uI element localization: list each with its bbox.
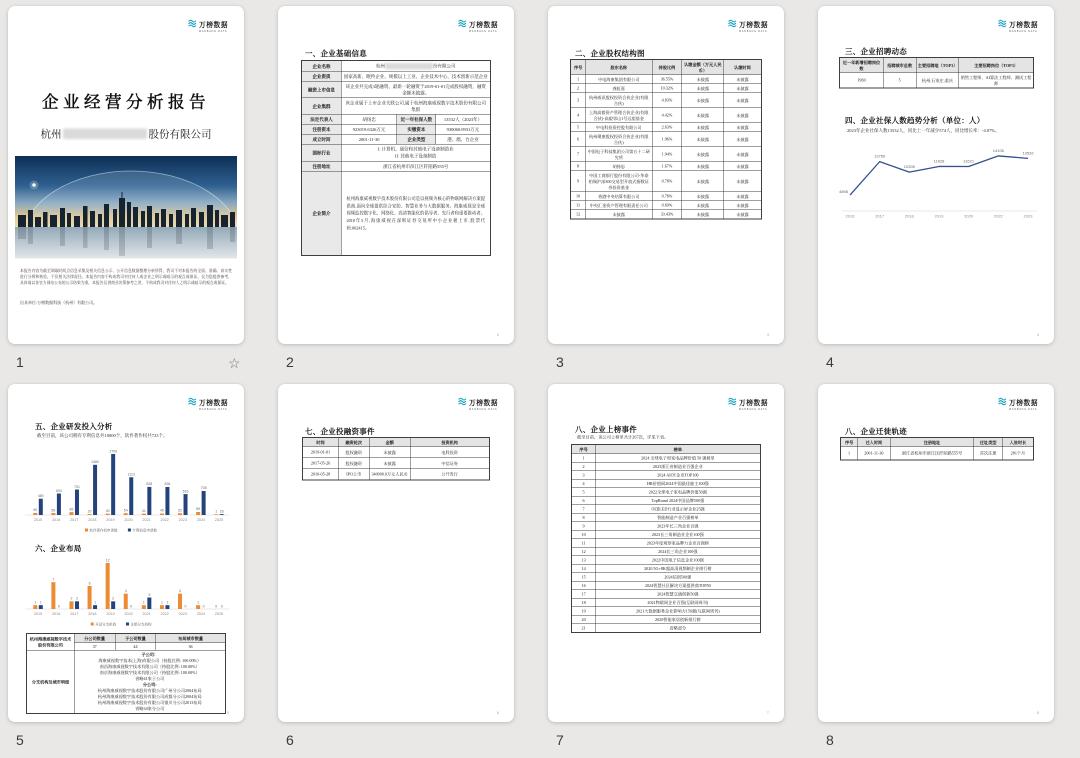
svg-text:2024: 2024 bbox=[196, 518, 206, 522]
svg-text:2019: 2019 bbox=[934, 213, 944, 219]
svg-text:2021: 2021 bbox=[142, 518, 151, 522]
svg-text:2023: 2023 bbox=[178, 518, 187, 522]
rd-intro: 截至目前，该公司拥有专利信息共10000个，软件著作权共723个。 bbox=[37, 433, 168, 438]
svg-text:0: 0 bbox=[215, 604, 218, 609]
section-heading: 二、企业股权结构图 bbox=[575, 50, 645, 58]
migration-row: 1 2001-11-30 浙江省杭州市滨江区阡陌路555号 首次注册 281个月 bbox=[841, 447, 1034, 460]
ranking-row: 13 2022中国电子信息企业100强 bbox=[572, 556, 761, 565]
ranking-row: 5 2022全球电子家电品牌价值50强 bbox=[572, 488, 761, 497]
svg-text:828: 828 bbox=[146, 482, 153, 487]
page-number-label-4: 4 bbox=[826, 354, 834, 370]
svg-text:2019: 2019 bbox=[106, 518, 115, 522]
shareholder-row: 7 中国电子科技集团公司第五十二研究所 1.94% 未披露 未披露 bbox=[571, 147, 762, 162]
svg-text:58: 58 bbox=[51, 508, 56, 513]
ranking-row: 21 省略部分 bbox=[572, 624, 761, 633]
brand-logo: 万榜数据 WANBANG DATA bbox=[728, 397, 768, 411]
svg-text:0: 0 bbox=[202, 604, 205, 609]
svg-text:2018: 2018 bbox=[88, 612, 97, 616]
ranking-row: 14 2020 5G+8K超高清视频制企业排行榜 bbox=[572, 564, 761, 573]
layout-bar-chart bbox=[20, 553, 232, 632]
page-thumbnail-1[interactable] bbox=[8, 6, 244, 344]
section-heading: 七、企业投融资事件 bbox=[305, 428, 375, 436]
svg-text:1: 1 bbox=[160, 600, 163, 605]
svg-text:708: 708 bbox=[200, 486, 207, 491]
cover-issuer: 出具单位:万榜数据科技（杭州）有限公司。 bbox=[20, 300, 98, 305]
shareholder-row: 1 中电海康集团有限公司 36.55% 未披露 未披露 bbox=[571, 75, 762, 84]
brand-waves-icon bbox=[998, 19, 1007, 28]
branch-detail-line: 子公司： bbox=[141, 652, 159, 657]
svg-text:2: 2 bbox=[70, 596, 73, 601]
svg-text:826: 826 bbox=[164, 482, 171, 487]
ranking-row: 16 2024智慧社区解决方案提供商TOP50 bbox=[572, 581, 761, 590]
svg-text:480: 480 bbox=[37, 493, 44, 498]
migration-table: 序号 迁入时间 注册地址 迁址类型 入驻时长 1 2001-11-30 浙江省杭州市滨江区阡陌路555号 首次注册 281个月 bbox=[840, 437, 1034, 460]
svg-text:2017: 2017 bbox=[70, 612, 79, 616]
branch-detail-line: 分公司: bbox=[142, 682, 157, 687]
section-heading: 一、企业基础信息 bbox=[305, 50, 368, 58]
svg-text:10305: 10305 bbox=[903, 164, 915, 170]
page-footer-number: 5 bbox=[226, 710, 229, 715]
svg-text:0: 0 bbox=[220, 604, 223, 609]
svg-text:1799: 1799 bbox=[109, 449, 118, 454]
brand-waves-icon bbox=[458, 397, 467, 406]
brand-logo: 万榜数据 WANBANG DATA bbox=[998, 19, 1038, 33]
brand-logo: 万榜数据 WANBANG DATA bbox=[458, 19, 498, 33]
svg-text:634: 634 bbox=[55, 488, 62, 493]
branch-table: 杭州海康威视数字技术股份有限公司 分公司数量 子公司数量 布局城市数量 37 44 36 分支机构及城市明细 子公司： 海康威视数字技术(上海)有限公司（持股比例: 100.00%） 南昌海康威视数字技术有限公司（持股比例: 100.00%） 南京海康威视数字技术有限公司（持股比例: 100.00%） 省略41家子公司 分公司: 杭州海康威视数字技术股份有限公司广州分公司2004布局 杭州海康威视数字技术股份有限公司成都分公司2004布局 杭州海康威视数字技术股份有限公司银川分公司2013布局 省略34家分公司 bbox=[26, 633, 226, 714]
svg-text:2020: 2020 bbox=[124, 612, 133, 616]
svg-text:60: 60 bbox=[33, 508, 38, 513]
svg-text:2015: 2015 bbox=[33, 612, 43, 616]
svg-text:2016: 2016 bbox=[51, 612, 61, 616]
shareholder-row: 3 杭州威讯股权投资合伙企业(有限合伙) 4.83% 未披露 未披露 bbox=[571, 93, 762, 108]
ranking-row: 19 2021大数据服务企业影响力150强(互联网周刊) bbox=[572, 607, 761, 616]
svg-text:2023: 2023 bbox=[1023, 213, 1033, 219]
svg-text:41: 41 bbox=[141, 508, 146, 513]
svg-text:3: 3 bbox=[148, 592, 151, 597]
svg-text:1: 1 bbox=[166, 600, 169, 605]
basic-info-table: 企业名称 杭州 份有限公司 企业资质 国家高新、瞪羚企业、规模以上工业、企业技术中心、技术创新示范企业 融资上市信息 该企业共完成3轮融资、最新一轮融资于2019-01-01完成股权融资，融资金额未披露。 企业集群 该企业属于上市企业关联公司,属于杭州海康威视数字技术股份有限公司集群 法定代表人 胡扬忠 近一年社保人数 13532人（2023年） 注册资本 923019.6326万元 实缴资本 930060.0931万元 成立时间 2001-11-30 企业类型 港、澳、台企业 国标行业 I: 计算机、通信和其他电子设备制造业 II: 其他电子设备制造 注册地址 浙江省杭州市滨江区阡陌路555号 企业简介 杭州海康威视数字技术股份有限公司是以视频为核心的物联网解决方案提供商,面向全球提供综合安防、智慧业务与大数据服务。海康威视是全球视频监控数字化、网络化、高清智能化的倡导者、先行者和重要推动者。2010年5月,海康威视在深圳证券交易所中小企业板上市,股票代码:002415。 bbox=[301, 60, 491, 256]
svg-text:2025: 2025 bbox=[214, 518, 224, 522]
svg-text:0: 0 bbox=[57, 604, 60, 609]
page-footer-number: 4 bbox=[1036, 332, 1039, 337]
svg-text:13532: 13532 bbox=[1022, 150, 1034, 156]
svg-text:1: 1 bbox=[142, 600, 145, 605]
shareholder-row: 4 上海高毅资产管理合伙企业(有限合伙)-高毅邻山1号远望基金 4.42% 未披露 未披露 bbox=[571, 108, 762, 123]
brand-logo bbox=[188, 19, 228, 33]
company-redaction bbox=[385, 63, 433, 70]
svg-text:注销分支机构: 注销分支机构 bbox=[130, 622, 152, 627]
report-company-line bbox=[8, 126, 244, 141]
page-footer-number: 7 bbox=[766, 710, 769, 715]
svg-text:2022: 2022 bbox=[160, 612, 169, 616]
page-number-label-6: 6 bbox=[286, 732, 294, 748]
svg-text:2024: 2024 bbox=[196, 612, 206, 616]
branch-detail-line: 杭州海康威视数字技术股份有限公司成都分公司2004布局 bbox=[97, 694, 202, 699]
ranking-row: 6 TopBrand 2024中国品牌500强 bbox=[572, 496, 761, 505]
report-title: 企业经营分析报告 bbox=[42, 93, 210, 112]
page-thumbnail-4[interactable] bbox=[818, 6, 1054, 344]
section-heading: 四、企业社保人数趋势分析（单位：人） bbox=[845, 117, 985, 125]
svg-text:1: 1 bbox=[215, 509, 218, 514]
brand-logo: 万榜数据 WANBANG DATA bbox=[458, 397, 498, 411]
ranking-row: 11 2023年度观察家品牌力企业百强榜 bbox=[572, 539, 761, 548]
svg-text:2022: 2022 bbox=[993, 213, 1003, 219]
ranking-row: 7 中国LED行业显示屏企业25强 bbox=[572, 505, 761, 514]
svg-text:751: 751 bbox=[74, 484, 80, 489]
svg-text:2018: 2018 bbox=[88, 518, 97, 522]
shareholder-row: 5 中电科投资控股有限公司 2.63% 未披露 未披露 bbox=[571, 123, 762, 132]
branch-detail-line: 省略41家子公司 bbox=[135, 676, 165, 681]
svg-text:开设分支机构: 开设分支机构 bbox=[95, 622, 117, 627]
brand-subname: WANBANG DATA bbox=[199, 30, 228, 33]
svg-text:2015: 2015 bbox=[33, 518, 43, 522]
svg-text:2025: 2025 bbox=[214, 612, 224, 616]
svg-text:2017: 2017 bbox=[875, 213, 885, 219]
ranking-row: 10 2023长三角制造业企业100强 bbox=[572, 530, 761, 539]
svg-text:专利信息申请数: 专利信息申请数 bbox=[132, 528, 157, 533]
svg-text:2016: 2016 bbox=[845, 213, 855, 219]
svg-text:12: 12 bbox=[105, 558, 110, 563]
shareholder-table: 序号 股东名称 持股比例 认缴金额（万元人民币） 认缴时间 1 中电海康集团有限公司 36.55% 未披露 未披露 2 龚虹嘉 10.32% 未披露 未披露 3 杭州威讯股权投资合伙企业(有限合伙) 4.83% 未披露 未披露 4 上海高毅资产管理合伙企业(有限合伙)-高毅邻山1号远望基金 4.42% 未披露 未披露 5 中电科投资控股有限公司 2.63% 未披露 未披露 6 杭州璞康股权投资合伙企业(有限合伙) 1.96% 未披露 未披露 7 中国电子科技集团公司第五十二研究所 1.94% 未披露 未披露 8 胡扬忠 1.67% 未披露 未披露 9 中国工商银行股份有限公司-华泰柏瑞沪深300交易型开放式指数证券投资基金 0.78% 未披露 未披露 10 香港中央结算有限公司 0.78% 未披露 未披露 11 中央汇金资产管理有限责任公司 0.69% 未披露 未披露 12 未披露 33.43% 未披露 未披露 bbox=[570, 59, 762, 220]
page-thumbnail-7[interactable] bbox=[548, 384, 784, 722]
svg-text:1113: 1113 bbox=[127, 472, 135, 477]
ranking-row: 12 2024长三角企业100强 bbox=[572, 547, 761, 556]
ranking-row: 8 智能制造产业百强榜单 bbox=[572, 513, 761, 522]
svg-text:2: 2 bbox=[112, 596, 115, 601]
shareholder-row: 11 中央汇金资产管理有限责任公司 0.69% 未披露 未披露 bbox=[571, 201, 762, 210]
brand-waves-icon bbox=[728, 397, 737, 406]
ranking-intro: 截至目前，该公司上榜单共计267次，详见下表。 bbox=[577, 434, 669, 440]
industry-cell: I: 计算机、通信和其他电子设备制造业 II: 其他电子设备制造 bbox=[341, 144, 490, 161]
branch-detail-line: 南昌海康威视数字技术有限公司（持股比例: 100.00%） bbox=[99, 664, 200, 669]
svg-text:14106: 14106 bbox=[992, 147, 1004, 153]
svg-text:4: 4 bbox=[124, 588, 127, 593]
brand-logo: 万榜数据 WANBANG DATA bbox=[188, 397, 228, 411]
branch-detail-line: 杭州海康威视数字技术股份有限公司银川分公司2013布局 bbox=[97, 700, 202, 705]
ranking-row: 1 2024 全球电子和家电品牌价值 50 强榜单 bbox=[572, 454, 761, 463]
svg-text:26: 26 bbox=[219, 509, 224, 514]
svg-text:40: 40 bbox=[105, 508, 110, 513]
page-footer-number: 6 bbox=[496, 710, 499, 715]
page-thumbnail-6[interactable] bbox=[278, 384, 514, 722]
svg-text:1: 1 bbox=[197, 600, 200, 605]
brand-waves-icon bbox=[998, 397, 1007, 406]
section-heading: 八、企业上榜事件 bbox=[575, 426, 638, 434]
cover-disclaimer: 本报告内容为截至调取时间点信息采集及相关信息公示、公开信息数据整理分析所得，我司不对本报告的全面、准确、真实性进行分辨和核验，不负相关法律责任。本报告内容不构成我司对任何人或企业之明示或暗示的观点或保证，仅为您提供参考，具体请以各官方网站公布的公示结果为准。本报告仅供商业决策参考之用，不构成我司对任何人之明示或暗示的观点或保证。 bbox=[20, 268, 232, 285]
svg-text:2023: 2023 bbox=[178, 612, 187, 616]
page-footer-number: 8 bbox=[1036, 710, 1039, 715]
svg-text:2019: 2019 bbox=[106, 612, 115, 616]
shareholder-row: 2 龚虹嘉 10.32% 未披露 未披露 bbox=[571, 84, 762, 93]
section-heading: 八、企业迁徙轨迹 bbox=[845, 428, 908, 436]
branch-detail-line: 南京海康威视数字技术有限公司（持股比例: 100.00%） bbox=[99, 670, 200, 675]
social-trend-line-chart bbox=[832, 135, 1040, 224]
shareholder-row: 9 中国工商银行股份有限公司-华泰柏瑞沪深300交易型开放式指数证券投资基金 0.78% 未披露 未披露 bbox=[571, 171, 762, 192]
svg-text:89: 89 bbox=[196, 507, 201, 512]
svg-text:0: 0 bbox=[184, 604, 187, 609]
svg-text:54: 54 bbox=[123, 508, 128, 513]
svg-text:11628: 11628 bbox=[933, 158, 945, 164]
svg-text:2022: 2022 bbox=[160, 518, 169, 522]
shareholder-row: 8 胡扬忠 1.67% 未披露 未披露 bbox=[571, 162, 762, 171]
svg-text:1: 1 bbox=[94, 600, 97, 605]
branch-detail-line: 杭州海康威视数字技术股份有限公司广州分公司2004布局 bbox=[97, 688, 202, 693]
brand-waves-icon bbox=[728, 19, 737, 28]
ranking-row: 18 2021物联网企业百强(互联网周刊) bbox=[572, 598, 761, 607]
page-thumbnail-8[interactable] bbox=[818, 384, 1054, 722]
page-thumbnail-3[interactable] bbox=[548, 6, 784, 344]
ranking-row: 2 2023浙江省制造业百强企业 bbox=[572, 462, 761, 471]
financing-row: 2017-05-26 股权融资 未披露 中信证券 bbox=[303, 458, 490, 469]
page-number-label-8: 8 bbox=[826, 732, 834, 748]
ranking-row: 3 2024 AIOT企业TOP100 bbox=[572, 471, 761, 480]
social-trend-intro: 2023年企业社保人数13532人，同比上一年减少574人，同比增长率：-4.07%。 bbox=[847, 128, 1000, 133]
rd-bar-chart bbox=[20, 440, 232, 538]
svg-text:2020: 2020 bbox=[964, 213, 974, 219]
financing-table: 时间 融资轮次 金额 投资机构 2019-01-01 股权融资 未披露 电科投资 2017-05-26 股权融资 未披露 中信证券 2010-05-28 IPO上市 340000.0万元人民币 公开发行 bbox=[302, 437, 490, 480]
company-redaction bbox=[63, 128, 147, 139]
page-footer-number: 3 bbox=[766, 332, 769, 337]
shareholder-row: 10 香港中央结算有限公司 0.78% 未披露 未披露 bbox=[571, 192, 762, 201]
brand-waves-icon bbox=[458, 19, 467, 28]
ranking-table: 序号 榜单 1 2024 全球电子和家电品牌价值 50 强榜单 2 2023浙江省制造业百强企业 3 2024 AIOT企业TOP100 4 HR价值网2024中国最佳雇主100强 5 2022全球电子家电品牌价值50强 6 TopBrand 2024中国品牌500强 7 中国LED行业显示屏企业25强 8 智能制造产业百强榜单 9 2023年长三角企业百强 10 2023长三角制造业企业100强 11 2023年度观察家品牌力企业百强榜 12 2024长三角企业100强 13 2022中国电子信息企业100强 14 2020 5G+8K超高清视频制企业排行榜 15 2024信创500强 16 2024智慧社区解决方案提供商TOP50 17 2024智慧交通创新50强 18 2021物联网企业百强(互联网周刊) 19 2021大数据服务企业影响力150强(互联网周刊) 20 2020智能家居创新排行榜 21 省略部分 bbox=[571, 444, 761, 633]
company-name-cell: 杭州 份有限公司 bbox=[341, 61, 490, 72]
section-heading: 三、企业招聘动态 bbox=[845, 48, 908, 56]
cover-cityscape-image bbox=[15, 156, 237, 259]
page-thumbnail-2[interactable] bbox=[278, 6, 514, 344]
section-heading: 六、企业布局 bbox=[35, 545, 82, 553]
recruit-table: 近一年新增招聘岗位数 招聘城市总数 主要招聘地（TOP3） 主要招聘岗位（TOP3） 1969 5 杭州,石家庄,重庆 销售工程师、AI算法工程师、测试工程师 bbox=[839, 57, 1034, 89]
svg-text:1: 1 bbox=[39, 600, 42, 605]
shareholder-row: 6 杭州璞康股权投资合伙企业(有限合伙) 1.96% 未披露 未披露 bbox=[571, 132, 762, 147]
svg-text:85: 85 bbox=[69, 507, 74, 512]
svg-text:2018: 2018 bbox=[904, 213, 914, 219]
svg-text:2016: 2016 bbox=[51, 518, 61, 522]
financing-row: 2010-05-28 IPO上市 340000.0万元人民币 公开发行 bbox=[303, 469, 490, 480]
svg-text:52: 52 bbox=[178, 508, 182, 513]
company-suffix: 股份有限公司 bbox=[148, 128, 212, 140]
financing-row: 2019-01-01 股权融资 未披露 电科投资 bbox=[303, 447, 490, 458]
page-number-label-3: 3 bbox=[556, 354, 564, 370]
svg-text:7: 7 bbox=[52, 577, 55, 582]
svg-text:1480: 1480 bbox=[91, 460, 99, 465]
svg-text:29: 29 bbox=[87, 509, 92, 514]
ranking-row: 9 2023年长三角企业百强 bbox=[572, 522, 761, 531]
ranking-row: 15 2024信创500强 bbox=[572, 573, 761, 582]
ranking-row: 17 2024智慧交通创新50强 bbox=[572, 590, 761, 599]
svg-text:45: 45 bbox=[159, 508, 164, 513]
svg-text:12765: 12765 bbox=[874, 153, 886, 159]
page-number-label-5: 5 bbox=[16, 732, 24, 748]
svg-text:2: 2 bbox=[76, 596, 78, 601]
favorite-star-icon[interactable]: ☆ bbox=[228, 355, 241, 371]
svg-text:616: 616 bbox=[182, 489, 189, 494]
page-thumbnail-5[interactable] bbox=[8, 384, 244, 722]
company-prefix: 杭州 bbox=[40, 128, 62, 140]
svg-text:6: 6 bbox=[88, 581, 91, 586]
recruit-row: 1969 5 杭州,石家庄,重庆 销售工程师、AI算法工程师、测试工程师 bbox=[840, 73, 1034, 88]
brand-waves-icon bbox=[188, 19, 197, 28]
page-number-label-7: 7 bbox=[556, 732, 564, 748]
svg-text:软件著作权申请数: 软件著作权申请数 bbox=[89, 528, 118, 533]
svg-text:4: 4 bbox=[179, 588, 181, 593]
page-footer-number: 2 bbox=[496, 332, 499, 337]
brand-waves-icon bbox=[188, 397, 197, 406]
page-number-label-2: 2 bbox=[286, 354, 294, 370]
branch-detail-line: 省略34家分公司 bbox=[135, 706, 165, 711]
svg-text:11621: 11621 bbox=[963, 158, 975, 164]
page-number-label-1: 1 bbox=[16, 354, 24, 370]
svg-text:2020: 2020 bbox=[124, 518, 133, 522]
svg-text:4898: 4898 bbox=[839, 189, 848, 195]
ranking-row: 20 2020智能家居创新排行榜 bbox=[572, 615, 761, 624]
svg-text:0: 0 bbox=[130, 604, 133, 609]
section-heading: 五、企业研发投入分析 bbox=[35, 423, 113, 431]
svg-text:2021: 2021 bbox=[142, 612, 151, 616]
brand-name: 万榜数据 bbox=[199, 21, 228, 29]
svg-text:2017: 2017 bbox=[70, 518, 79, 522]
branch-detail-line: 海康威视数字技术(上海)有限公司（持股比例: 100.00%） bbox=[98, 658, 202, 663]
svg-text:1: 1 bbox=[34, 600, 37, 605]
ranking-row: 4 HR价值网2024中国最佳雇主100强 bbox=[572, 479, 761, 488]
brand-logo: 万榜数据 WANBANG DATA bbox=[728, 19, 768, 33]
shareholder-row: 12 未披露 33.43% 未披露 未披露 bbox=[571, 210, 762, 219]
branch-detail-cell bbox=[74, 650, 225, 713]
brand-logo: 万榜数据 WANBANG DATA bbox=[998, 397, 1038, 411]
